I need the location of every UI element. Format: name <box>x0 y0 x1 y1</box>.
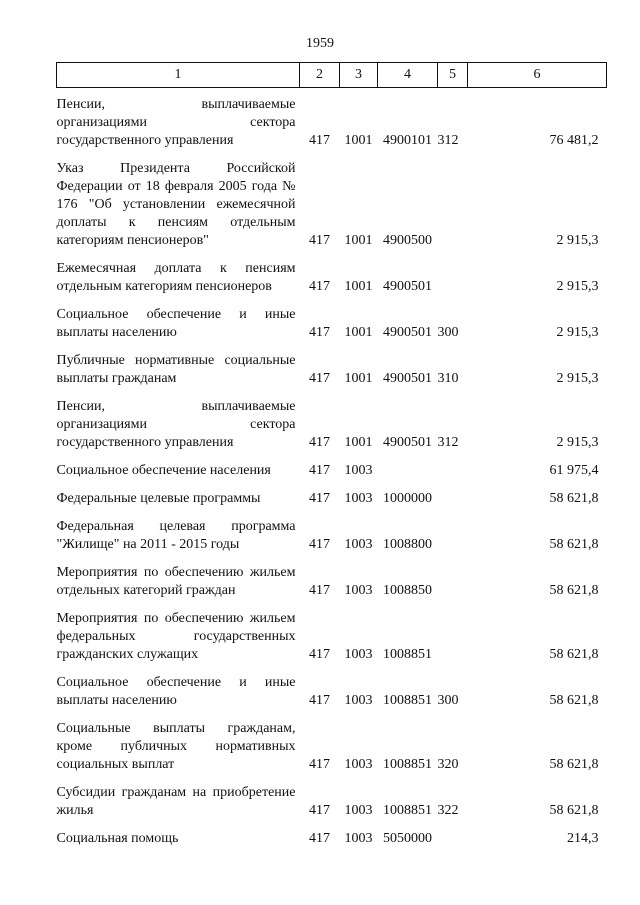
row-amount: 2 915,3 <box>556 435 599 450</box>
row-amount: 214,3 <box>567 831 599 846</box>
row-section-code: 1003 <box>344 583 373 598</box>
row-expense-type <box>438 462 468 480</box>
table-row <box>57 306 607 342</box>
row-name: Публичные нормативные социальные выплаты гражданам <box>56 353 296 386</box>
row-admin-code: 417 <box>309 803 330 818</box>
row-amount: 2 915,3 <box>556 325 599 340</box>
table-header <box>57 63 607 88</box>
row-amount: 58 621,8 <box>549 537 599 552</box>
row-amount: 76 481,2 <box>549 133 599 148</box>
row-expense-type <box>438 830 468 848</box>
row-expense-type <box>438 260 468 296</box>
row-name: Мероприятия по обеспечению жильем отдельных категорий граждан <box>56 565 296 598</box>
row-amount: 58 621,8 <box>549 757 599 772</box>
row-section-code: 1003 <box>344 463 373 478</box>
row-target-code: 1008851 <box>383 693 432 708</box>
row-expense-type: 320 <box>437 757 459 772</box>
row-section-code: 1003 <box>344 757 373 772</box>
row-admin-code: 417 <box>309 279 330 294</box>
row-amount: 58 621,8 <box>549 647 599 662</box>
header-col-6: 6 <box>468 63 607 88</box>
row-admin-code: 417 <box>309 371 330 386</box>
table-row <box>57 674 607 710</box>
row-amount: 2 915,3 <box>556 233 599 248</box>
row-spacer <box>57 150 607 160</box>
row-section-code: 1001 <box>344 325 373 340</box>
row-target-code: 1008851 <box>383 647 432 662</box>
row-expense-type: 300 <box>437 325 459 340</box>
header-col-5: 5 <box>438 63 468 88</box>
row-spacer <box>57 250 607 260</box>
table-row <box>57 88 607 151</box>
row-admin-code: 417 <box>309 647 330 662</box>
table-row <box>57 490 607 508</box>
header-col-4: 4 <box>378 63 438 88</box>
row-section-code: 1003 <box>344 803 373 818</box>
row-expense-type: 312 <box>437 435 459 450</box>
row-section-code: 1001 <box>344 233 373 248</box>
table-row <box>57 564 607 600</box>
row-amount: 58 621,8 <box>549 491 599 506</box>
row-spacer <box>57 296 607 306</box>
row-expense-type: 322 <box>437 803 459 818</box>
row-name: Ежемесячная доплата к пенсиям отдельным категориям пенсионеров <box>56 261 296 294</box>
row-expense-type: 312 <box>437 133 459 148</box>
row-admin-code: 417 <box>309 325 330 340</box>
row-expense-type <box>438 160 468 250</box>
row-amount: 2 915,3 <box>556 279 599 294</box>
row-section-code: 1001 <box>344 371 373 386</box>
table-row <box>57 462 607 480</box>
row-spacer <box>57 820 607 830</box>
header-col-3: 3 <box>340 63 378 88</box>
row-target-code: 1000000 <box>383 491 432 506</box>
row-admin-code: 417 <box>309 463 330 478</box>
row-name: Мероприятия по обеспечению жильем федеральных государственных гражданских служащих <box>56 611 296 662</box>
row-spacer <box>57 452 607 462</box>
row-spacer <box>57 664 607 674</box>
row-admin-code: 417 <box>309 435 330 450</box>
row-expense-type <box>438 610 468 664</box>
row-section-code: 1003 <box>344 537 373 552</box>
row-target-code: 4900501 <box>383 371 432 386</box>
row-name: Социальное обеспечение и иные выплаты населению <box>56 307 296 340</box>
row-name: Пенсии, выплачиваемые организациями сектора государственного управления <box>56 97 296 148</box>
row-name: Социальное обеспечение и иные выплаты населению <box>56 675 296 708</box>
row-expense-type <box>438 490 468 508</box>
table-row <box>57 784 607 820</box>
table-row <box>57 260 607 296</box>
table-row <box>57 610 607 664</box>
row-admin-code: 417 <box>309 693 330 708</box>
row-target-code: 4900501 <box>383 325 432 340</box>
row-admin-code: 417 <box>309 537 330 552</box>
row-section-code: 1001 <box>344 133 373 148</box>
row-spacer <box>57 388 607 398</box>
budget-table <box>56 62 607 848</box>
table-row <box>57 720 607 774</box>
table-row <box>57 398 607 452</box>
row-amount: 58 621,8 <box>549 803 599 818</box>
row-target-code: 1008800 <box>383 537 432 552</box>
row-name: Федеральная целевая программа "Жилище" на 2011 - 2015 годы <box>56 519 296 552</box>
row-spacer <box>57 600 607 610</box>
row-spacer <box>57 480 607 490</box>
row-spacer <box>57 342 607 352</box>
row-target-code: 1008850 <box>383 583 432 598</box>
row-amount: 2 915,3 <box>556 371 599 386</box>
header-col-1: 1 <box>57 63 300 88</box>
table-body <box>57 88 607 849</box>
row-expense-type <box>438 564 468 600</box>
row-spacer <box>57 508 607 518</box>
header-col-2: 2 <box>300 63 340 88</box>
row-target-code: 1008851 <box>383 803 432 818</box>
page-number: 1959 <box>306 36 334 51</box>
row-admin-code: 417 <box>309 583 330 598</box>
row-section-code: 1001 <box>344 435 373 450</box>
row-section-code: 1003 <box>344 491 373 506</box>
row-admin-code: 417 <box>309 831 330 846</box>
table-row <box>57 160 607 250</box>
row-target-code: 4900501 <box>383 279 432 294</box>
row-spacer <box>57 774 607 784</box>
table-row <box>57 830 607 848</box>
row-amount: 58 621,8 <box>549 693 599 708</box>
table-row <box>57 518 607 554</box>
row-section-code: 1001 <box>344 279 373 294</box>
row-section-code: 1003 <box>344 647 373 662</box>
row-admin-code: 417 <box>309 233 330 248</box>
row-target-code: 4900101 <box>383 133 432 148</box>
row-amount: 58 621,8 <box>549 583 599 598</box>
row-name: Социальные выплаты гражданам, кроме публичных нормативных социальных выплат <box>56 721 296 772</box>
row-expense-type: 300 <box>437 693 459 708</box>
table-row <box>57 352 607 388</box>
row-expense-type <box>438 518 468 554</box>
row-name: Социальное обеспечение населения <box>56 463 271 478</box>
row-admin-code: 417 <box>309 133 330 148</box>
row-target-code: 4900501 <box>383 435 432 450</box>
row-target-code <box>378 462 438 480</box>
row-admin-code: 417 <box>309 757 330 772</box>
row-target-code: 5050000 <box>383 831 432 846</box>
row-expense-type: 310 <box>437 371 459 386</box>
row-name: Пенсии, выплачиваемые организациями сектора государственного управления <box>56 399 296 450</box>
row-section-code: 1003 <box>344 831 373 846</box>
row-name: Социальная помощь <box>56 831 179 846</box>
row-name: Субсидии гражданам на приобретение жилья <box>56 785 296 818</box>
row-target-code: 4900500 <box>383 233 432 248</box>
row-name: Федеральные целевые программы <box>56 491 261 506</box>
row-name: Указ Президента Российской Федерации от 18 февраля 2005 года № 176 "Об установлении ежемесячной доплаты к пенсиям отдельным категориям пенсионеров" <box>56 161 296 248</box>
row-spacer <box>57 554 607 564</box>
row-target-code: 1008851 <box>383 757 432 772</box>
row-section-code: 1003 <box>344 693 373 708</box>
row-spacer <box>57 710 607 720</box>
row-amount: 61 975,4 <box>549 463 599 478</box>
row-admin-code: 417 <box>309 491 330 506</box>
